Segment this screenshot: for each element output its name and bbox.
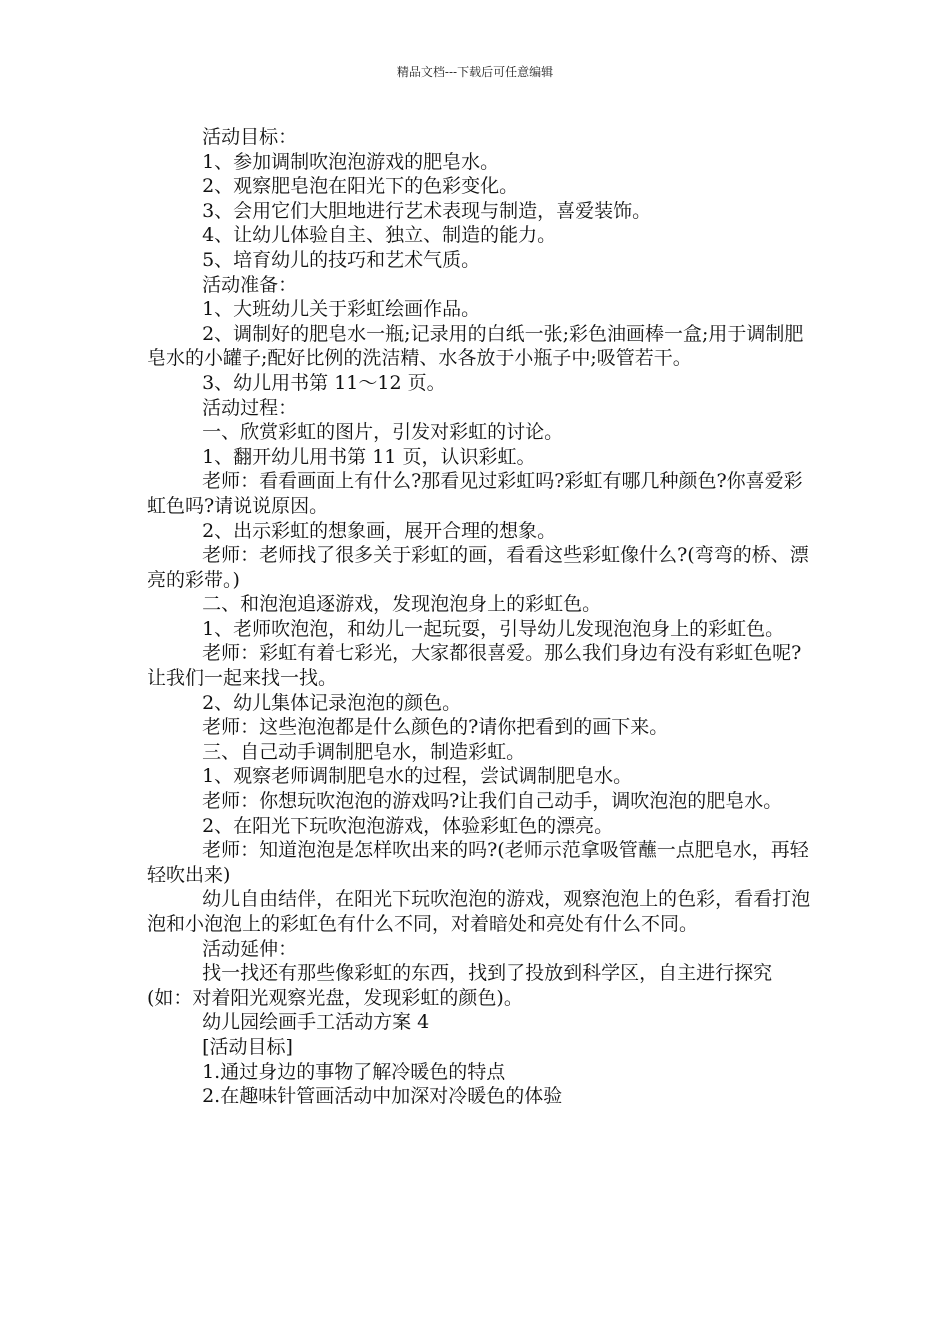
paragraph: 1、大班幼儿关于彩虹绘画作品。 xyxy=(202,298,481,321)
document-body xyxy=(147,125,815,1109)
page-header: 精品文档---下载后可任意编辑 xyxy=(396,65,554,79)
paragraph: 1.通过身边的事物了解冷暖色的特点 xyxy=(202,1060,506,1083)
section-heading: 活动目标： xyxy=(202,126,298,148)
paragraph: 2、观察肥皂泡在阳光下的色彩变化。 xyxy=(202,175,519,198)
paragraph: 1、参加调制吹泡泡游戏的肥皂水。 xyxy=(202,150,500,173)
paragraph: 1、观察老师调制肥皂水的过程，尝试调制肥皂水。 xyxy=(202,765,633,788)
paragraph: 三、自己动手调制肥皂水，制造彩虹。 xyxy=(202,740,526,763)
paragraph: 老师：老师找了很多关于彩虹的画，看看这些彩虹像什么?(弯弯的桥、漂亮的彩带。) xyxy=(147,544,809,591)
paragraph: 4、让幼儿体验自主、独立、制造的能力。 xyxy=(202,224,557,247)
paragraph: 2.在趣味针管画活动中加深对冷暖色的体验 xyxy=(202,1085,563,1108)
section-heading: [活动目标] xyxy=(202,1035,293,1058)
paragraph: 1、老师吹泡泡，和幼儿一起玩耍，引导幼儿发现泡泡身上的彩虹色。 xyxy=(202,617,785,640)
paragraph: 一、欣赏彩虹的图片，引发对彩虹的讨论。 xyxy=(202,421,564,444)
paragraph: 3、会用它们大胆地进行艺术表现与制造，喜爱装饰。 xyxy=(202,199,652,222)
paragraph: 2、出示彩虹的想象画，展开合理的想象。 xyxy=(202,519,557,542)
paragraph: 老师：这些泡泡都是什么颜色的?请你把看到的画下来。 xyxy=(202,716,669,739)
section-heading: 活动过程： xyxy=(202,396,298,419)
paragraph: 老师：知道泡泡是怎样吹出来的吗?(老师示范拿吸管蘸一点肥皂水，再轻轻吹出来) xyxy=(147,839,809,886)
paragraph: 2、在阳光下玩吹泡泡游戏，体验彩虹色的漂亮。 xyxy=(202,814,614,837)
paragraph: 幼儿自由结伴，在阳光下玩吹泡泡的游戏，观察泡泡上的色彩，看看打泡泡和小泡泡上的彩虹色有什么不同，对着暗处和亮处有什么不同。 xyxy=(147,888,811,935)
paragraph: 找一找还有那些像彩虹的东西，找到了投放到科学区，自主进行探究(如：对着阳光观察光盘，发现彩虹的颜色)。 xyxy=(147,962,773,1009)
section-heading: 活动准备： xyxy=(202,273,298,296)
paragraph: 5、培育幼儿的技巧和艺术气质。 xyxy=(202,248,481,271)
paragraph: 2、幼儿集体记录泡泡的颜色。 xyxy=(202,691,462,714)
section-title: 幼儿园绘画手工活动方案 4 xyxy=(202,1011,430,1034)
paragraph: 2、调制好的肥皂水一瓶;记录用的白纸一张;彩色油画棒一盒;用于调制肥皂水的小罐子;配好比例的洗洁精、水各放于小瓶子中;吸管若干。 xyxy=(147,322,804,370)
paragraph: 二、和泡泡追逐游戏，发现泡泡身上的彩虹色。 xyxy=(202,593,602,616)
section-heading: 活动延伸： xyxy=(202,937,298,960)
paragraph: 3、幼儿用书第 11～12 页。 xyxy=(202,371,446,394)
paragraph: 老师：你想玩吹泡泡的游戏吗?让我们自己动手，调吹泡泡的肥皂水。 xyxy=(202,790,783,813)
paragraph: 老师：看看画面上有什么?那看见过彩虹吗?彩虹有哪几种颜色?你喜爱彩虹色吗?请说说原因。 xyxy=(147,470,803,517)
paragraph: 老师：彩虹有着七彩光，大家都很喜爱。那么我们身边有没有彩虹色呢?让我们一起来找一找。 xyxy=(147,642,802,690)
paragraph: 1、翻开幼儿用书第 11 页，认识彩虹。 xyxy=(202,445,536,468)
